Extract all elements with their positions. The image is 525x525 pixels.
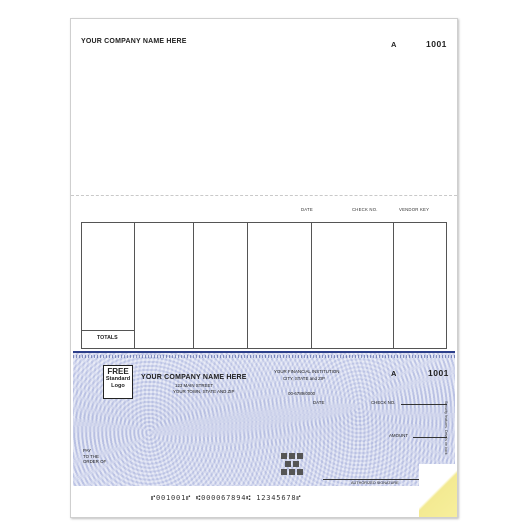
amount-label: AMOUNT (389, 433, 409, 438)
check-form-sheet (70, 18, 458, 518)
pay-label-line1: PAY (83, 448, 92, 453)
microprint-border (73, 355, 455, 358)
stub-check-no-label: CHECK NO. (352, 207, 378, 212)
check-date-label: DATE (313, 400, 325, 405)
bank-name: YOUR FINANCIAL INSTITUTION (274, 369, 340, 374)
signature-label: AUTHORIZED SIGNATURE (351, 481, 399, 485)
check-series-letter: A (391, 369, 397, 378)
stub-column-divider (393, 223, 394, 348)
bank-city-state: CITY, STATE and ZIP (283, 376, 325, 381)
signature-line (323, 479, 423, 480)
totals-label: TOTALS (97, 335, 118, 341)
top-check-number: 1001 (426, 39, 447, 49)
top-company-name: YOUR COMPANY NAME HERE (81, 38, 187, 45)
check-company-name: YOUR COMPANY NAME HERE (141, 374, 247, 381)
pay-label-line2: TO THE (83, 453, 99, 459)
logo-standard-text: Standard (105, 376, 131, 382)
stub-column-divider (134, 223, 135, 348)
carbon-copy-page-curl (419, 464, 457, 517)
security-features-text: Security features. Details on back. (444, 401, 448, 456)
check-address-line2: YOUR TOWN, STATE AND ZIP (173, 389, 235, 394)
top-series-letter: A (391, 40, 397, 49)
amount-line (413, 437, 447, 438)
check-panel (73, 351, 455, 486)
logo-logo-text: Logo (111, 382, 125, 389)
totals-row-divider (82, 330, 134, 331)
perforation-line-top (71, 195, 457, 196)
stub-column-divider (247, 223, 248, 348)
stub-column-divider (193, 223, 194, 348)
routing-fraction: 00-6789/0000 (288, 391, 316, 396)
stub-table (81, 222, 447, 349)
check-address-line1: 123 MAIN STREET (175, 383, 214, 388)
micr-line: ⑈001001⑈ ⑆000067894⑆ 12345678⑈ (151, 494, 302, 502)
logo-free-text: FREE (107, 367, 129, 376)
check-no-line (401, 404, 447, 405)
pay-to-order-label (83, 448, 106, 465)
check-check-no-label: CHECK NO. (371, 400, 396, 405)
check-number: 1001 (428, 368, 449, 378)
pay-label-line3: ORDER OF (83, 459, 107, 465)
stub-vendor-key-label: VENDOR KEY (399, 207, 430, 212)
company-logo-placeholder (103, 365, 133, 399)
security-hologram-icon (281, 453, 303, 475)
stub-column-divider (311, 223, 312, 348)
stub-date-label: DATE (301, 207, 313, 212)
